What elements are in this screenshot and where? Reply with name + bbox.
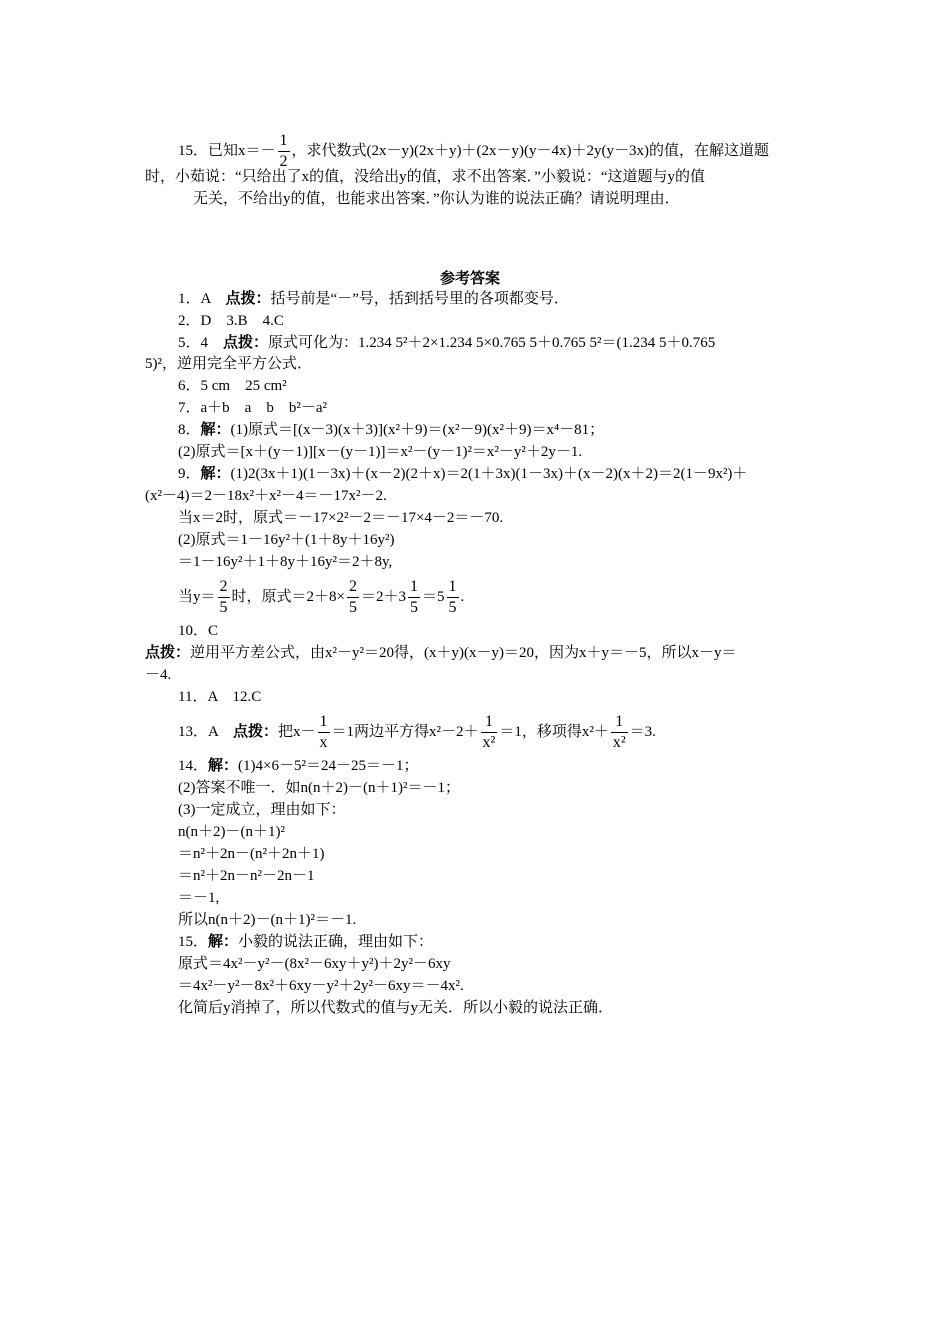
answer-8-num: 8． [178,422,201,438]
answer-9-line5: ＝1－16y²＋1＋8y＋16y²＝2＋8y, [178,554,393,570]
fraction [218,577,230,618]
answer-6: 6．5 cm 25 cm² [178,378,287,394]
answer-14-solution-label: 解： [208,758,239,774]
answer-5-text: 原式可化为：1.234 5²＋2×1.234 5×0.765 5＋0.765 5²＝(1.234 5＋0.765 [268,335,716,351]
frac-numerator: 2 [218,577,230,598]
frac-denominator: x² [482,734,496,751]
answer-10-line2: －4. [145,667,172,683]
answer-14 [178,757,418,775]
answer-9 [178,465,747,483]
frac-numerator: 1 [447,577,459,598]
answer-11-12: 11．A 12.C [178,689,262,705]
answer-15 [178,933,433,951]
answer-13-hint-label: 点拨： [233,723,279,740]
fraction [347,577,359,618]
answer-14-line5: ＝n²＋2n－(n²＋2n＋1) [178,846,325,862]
frac-denominator: x² [612,734,626,751]
frac-numerator: 1 [481,712,498,733]
answer-5 [178,334,715,352]
answer-9-l6-a: 当y＝ [178,588,216,605]
answer-14-text: (1)4×6－5²＝24－25＝－1； [238,758,419,774]
answer-7: 7．a＋b a b b²－a² [178,400,327,416]
q15-frac-numerator: 1 [278,131,290,152]
answer-9-line4: (2)原式＝1－16y²＋(1＋8y＋16y²) [178,532,395,548]
q15-fraction [278,131,290,172]
answer-14-num: 14． [178,758,209,774]
answer-5-hint-label: 点拨： [223,335,269,351]
answer-9-line2: (x²－4)＝2－18x²＋x²－4＝－17x²－2. [145,488,387,504]
fraction [408,577,420,618]
q15-line2: 时，小茹说：“只给出了x的值，没给出y的值，求不出答案．”小毅说：“这道题与y的值 [145,169,705,185]
answer-1-hint-label: 点拨： [225,291,271,307]
answer-15-text: 小毅的说法正确，理由如下： [238,934,434,950]
answer-10-text: 逆用平方差公式，由x²－y²＝20得，(x＋y)(x－y)＝20，因为x＋y＝－5，所以x－y＝ [190,645,737,661]
fraction [611,712,628,753]
answer-14-line4: n(n＋2)－(n＋1)² [178,824,285,840]
answer-10-hint [145,644,737,662]
answer-9-num: 9． [178,466,201,482]
answer-9-l6-c: ＝2＋3 [360,588,406,605]
answer-14-line8: 所以n(n＋2)－(n＋1)²＝－1. [178,912,357,928]
answer-15-num: 15． [178,934,209,950]
answers-title: 参考答案 [440,271,501,287]
fraction [318,712,330,753]
answer-9-text: (1)2(3x＋1)(1－3x)＋(x－2)(2＋x)＝2(1＋3x)(1－3x)＋(x－2)(x＋2)＝2(1－9x²)＋ [230,466,748,482]
answer-9-line6 [178,577,464,618]
answer-2-4: 2．D 3.B 4.C [178,313,284,329]
q15-frac-denominator: 2 [279,153,288,170]
answer-1-num: 1．A [178,291,226,307]
answer-5-line2: 5)²，逆用完全平方公式． [145,356,312,372]
answer-13-d: ＝3. [629,723,656,740]
answer-13 [178,712,656,753]
answer-14-line2: (2)答案不唯一．如n(n＋2)－(n＋1)²＝－1； [178,780,460,796]
frac-denominator: 5 [448,599,457,616]
frac-numerator: 1 [611,712,628,733]
frac-numerator: 1 [408,577,420,598]
answer-9-solution-label: 解： [200,466,231,482]
frac-numerator: 1 [318,712,330,733]
answer-15-line2: 原式＝4x²－y²－(8x²－6xy＋y²)＋2y²－6xy [178,956,451,972]
answer-15-line4: 化简后y消掉了，所以代数式的值与y无关．所以小毅的说法正确． [178,1000,614,1016]
answer-1-text: 括号前是“－”号，括到括号里的各项都变号． [270,291,569,307]
answer-14-line3: (3)一定成立，理由如下： [178,802,346,818]
q15-line1 [178,131,769,172]
answer-5-num: 5．4 [178,335,224,351]
q15-x-eq: x＝－ [238,142,276,159]
frac-numerator: 2 [347,577,359,598]
answer-9-line3: 当x＝2时，原式＝－17×2²－2＝－17×4－2＝－70. [178,510,504,526]
answer-10: 10．C [178,623,219,639]
answer-14-line6: ＝n²＋2n－n²－2n－1 [178,868,315,884]
answer-9-l6-e: . [460,588,465,605]
frac-denominator: 5 [219,599,228,616]
answer-13-b: ＝1两边平方得x²－2＋ [331,723,479,740]
answer-15-line3: ＝4x²－y²－8x²＋6xy－y²＋2y²－6xy＝－4x². [178,978,464,994]
answer-13-a: 把x－ [278,723,316,740]
frac-denominator: x [319,734,328,751]
answer-8-line2: (2)原式＝[x＋(y－1)][x－(y－1)]＝x²－(y－1)²＝x²－y²＋2y－1. [178,444,583,460]
answer-8 [178,421,604,439]
fraction [447,577,459,618]
answer-1 [178,290,569,308]
answer-13-num: 13．A [178,723,234,740]
q15-line3: 无关，不给出y的值，也能求出答案．”你认为谁的说法正确？请说明理由． [193,191,680,207]
answer-15-solution-label: 解： [208,934,239,950]
frac-denominator: 5 [410,599,418,616]
fraction [481,712,498,753]
q15-text-rest: ，求代数式(2x－y)(2x＋y)＋(2x－y)(y－4x)＋2y(y－3x)的值，在解这道题 [291,142,769,159]
answer-10-hint-label: 点拨： [145,645,191,661]
answer-9-l6-d: ＝5 [422,588,445,605]
answer-13-c: ＝1，移项得x²＋ [499,723,609,740]
answer-8-solution-label: 解： [200,422,231,438]
answer-14-line7: ＝－1, [178,890,220,906]
answer-8-text: (1)原式＝[(x－3)(x＋3)](x²＋9)＝(x²－9)(x²＋9)＝x⁴－81； [230,422,605,438]
q15-number: 15．已知 [178,142,239,159]
answer-9-l6-b: 时，原式＝2＋8× [231,588,345,605]
frac-denominator: 5 [348,599,357,616]
